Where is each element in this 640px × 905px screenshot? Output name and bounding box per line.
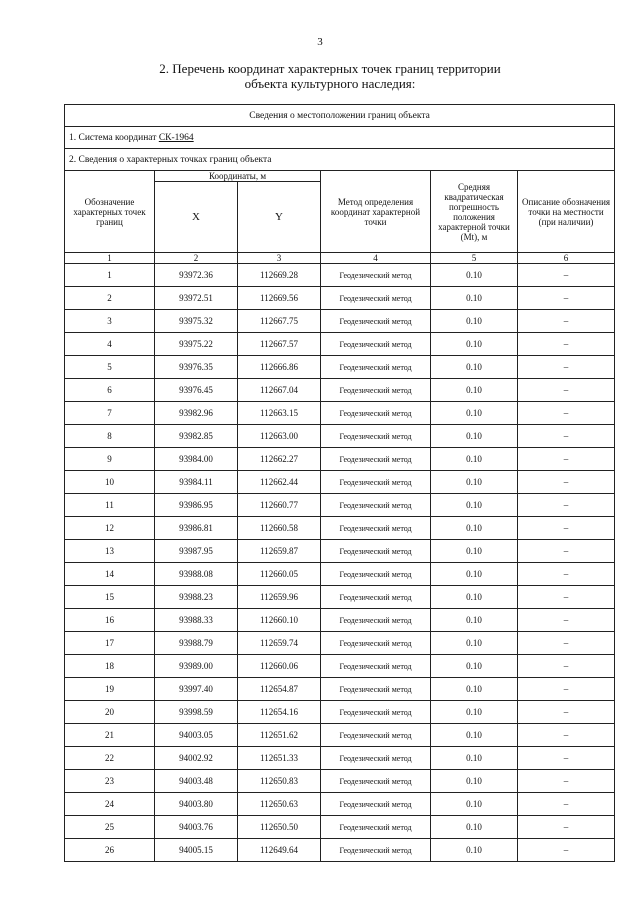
- error-value: 0.10: [431, 425, 518, 448]
- error-value: 0.10: [431, 333, 518, 356]
- method: Геодезический метод: [321, 586, 431, 609]
- header-point: Обозначение характерных точек границ: [65, 171, 155, 253]
- coord-x: 93987.95: [155, 540, 238, 563]
- method: Геодезический метод: [321, 471, 431, 494]
- point-number: 26: [65, 839, 155, 862]
- coordinate-system: [65, 127, 615, 149]
- coord-y: 112660.10: [238, 609, 321, 632]
- point-number: 9: [65, 448, 155, 471]
- table-row: [65, 770, 615, 793]
- method: Геодезический метод: [321, 816, 431, 839]
- error-value: 0.10: [431, 540, 518, 563]
- method: Геодезический метод: [321, 402, 431, 425]
- table-row: [65, 333, 615, 356]
- coord-x: 93986.95: [155, 494, 238, 517]
- error-value: 0.10: [431, 563, 518, 586]
- coord-x: 93998.59: [155, 701, 238, 724]
- table-row: [65, 540, 615, 563]
- coord-x: 93975.32: [155, 310, 238, 333]
- point-number: 1: [65, 264, 155, 287]
- error-value: 0.10: [431, 839, 518, 862]
- column-number: 3: [238, 253, 321, 264]
- point-number: 20: [65, 701, 155, 724]
- point-number: 23: [65, 770, 155, 793]
- description-value: –: [518, 586, 615, 609]
- point-number: 18: [65, 655, 155, 678]
- description-value: –: [518, 448, 615, 471]
- description-value: –: [518, 724, 615, 747]
- table-row: [65, 678, 615, 701]
- point-number: 2: [65, 287, 155, 310]
- coord-y: 112662.27: [238, 448, 321, 471]
- coord-x: 93984.11: [155, 471, 238, 494]
- coord-x: 94003.76: [155, 816, 238, 839]
- coord-y: 112663.00: [238, 425, 321, 448]
- coord-x: 93972.51: [155, 287, 238, 310]
- error-value: 0.10: [431, 632, 518, 655]
- description-value: –: [518, 494, 615, 517]
- column-number: 5: [431, 253, 518, 264]
- table-row: [65, 356, 615, 379]
- coordinate-system-value: СК-1964: [158, 132, 194, 143]
- error-value: 0.10: [431, 655, 518, 678]
- method: Геодезический метод: [321, 517, 431, 540]
- point-number: 11: [65, 494, 155, 517]
- table-row: [65, 609, 615, 632]
- coord-x: 93988.33: [155, 609, 238, 632]
- coord-y: 112649.64: [238, 839, 321, 862]
- table-row: [65, 816, 615, 839]
- coord-y: 112650.63: [238, 793, 321, 816]
- coord-y: 112667.75: [238, 310, 321, 333]
- method: Геодезический метод: [321, 839, 431, 862]
- column-number: 6: [518, 253, 615, 264]
- method: Геодезический метод: [321, 540, 431, 563]
- coord-y: 112659.96: [238, 586, 321, 609]
- point-number: 5: [65, 356, 155, 379]
- error-value: 0.10: [431, 494, 518, 517]
- point-number: 4: [65, 333, 155, 356]
- coord-y: 112654.87: [238, 678, 321, 701]
- table-row: [65, 402, 615, 425]
- coord-y: 112651.33: [238, 747, 321, 770]
- table-row: [65, 586, 615, 609]
- point-number: 8: [65, 425, 155, 448]
- point-number: 10: [65, 471, 155, 494]
- description-value: –: [518, 701, 615, 724]
- description-value: –: [518, 816, 615, 839]
- error-value: 0.10: [431, 747, 518, 770]
- table-row: [65, 793, 615, 816]
- coord-y: 112659.74: [238, 632, 321, 655]
- description-value: –: [518, 333, 615, 356]
- point-number: 14: [65, 563, 155, 586]
- point-number: 7: [65, 402, 155, 425]
- method: Геодезический метод: [321, 448, 431, 471]
- error-value: 0.10: [431, 356, 518, 379]
- coord-y: 112669.28: [238, 264, 321, 287]
- point-number: 22: [65, 747, 155, 770]
- coord-x: 94003.80: [155, 793, 238, 816]
- column-number: 2: [155, 253, 238, 264]
- point-number: 21: [65, 724, 155, 747]
- error-value: 0.10: [431, 471, 518, 494]
- coord-y: 112660.06: [238, 655, 321, 678]
- coord-y: 112659.87: [238, 540, 321, 563]
- header-y: Y: [238, 182, 321, 253]
- point-number: 15: [65, 586, 155, 609]
- coord-x: 94003.05: [155, 724, 238, 747]
- method: Геодезический метод: [321, 333, 431, 356]
- method: Геодезический метод: [321, 379, 431, 402]
- header-coords: Координаты, м: [155, 171, 321, 182]
- description-value: –: [518, 678, 615, 701]
- coord-y: 112660.77: [238, 494, 321, 517]
- table-row: [65, 839, 615, 862]
- description-value: –: [518, 471, 615, 494]
- method: Геодезический метод: [321, 494, 431, 517]
- column-number: 4: [321, 253, 431, 264]
- coord-x: 93975.22: [155, 333, 238, 356]
- description-value: –: [518, 839, 615, 862]
- table-row: [65, 379, 615, 402]
- description-value: –: [518, 356, 615, 379]
- header-description: Описание обозначения точки на местности (при наличии): [518, 171, 615, 253]
- method: Геодезический метод: [321, 287, 431, 310]
- page-number: 3: [317, 36, 323, 48]
- coord-y: 112663.15: [238, 402, 321, 425]
- method: Геодезический метод: [321, 747, 431, 770]
- coord-x: 93989.00: [155, 655, 238, 678]
- table-row: [65, 563, 615, 586]
- coord-x: 93972.36: [155, 264, 238, 287]
- column-number: 1: [65, 253, 155, 264]
- coord-y: 112651.62: [238, 724, 321, 747]
- table-row: [65, 747, 615, 770]
- table-row: [65, 517, 615, 540]
- method: Геодезический метод: [321, 655, 431, 678]
- point-number: 19: [65, 678, 155, 701]
- description-value: –: [518, 655, 615, 678]
- method: Геодезический метод: [321, 701, 431, 724]
- method: Геодезический метод: [321, 356, 431, 379]
- method: Геодезический метод: [321, 632, 431, 655]
- point-number: 17: [65, 632, 155, 655]
- method: Геодезический метод: [321, 425, 431, 448]
- point-number: 6: [65, 379, 155, 402]
- point-number: 13: [65, 540, 155, 563]
- error-value: 0.10: [431, 264, 518, 287]
- point-number: 25: [65, 816, 155, 839]
- coord-y: 112654.16: [238, 701, 321, 724]
- coord-y: 112669.56: [238, 287, 321, 310]
- point-number: 12: [65, 517, 155, 540]
- coord-y: 112660.05: [238, 563, 321, 586]
- table-row: [65, 310, 615, 333]
- section-caption: Сведения о местоположении границ объекта: [65, 105, 615, 127]
- method: Геодезический метод: [321, 724, 431, 747]
- coord-x: 93982.96: [155, 402, 238, 425]
- description-value: –: [518, 379, 615, 402]
- title-line-1: 2. Перечень координат характерных точек границ территории: [159, 61, 501, 76]
- error-value: 0.10: [431, 379, 518, 402]
- error-value: 0.10: [431, 816, 518, 839]
- table-row: [65, 632, 615, 655]
- point-number: 3: [65, 310, 155, 333]
- coord-x: 93988.08: [155, 563, 238, 586]
- description-value: –: [518, 770, 615, 793]
- coord-y: 112650.83: [238, 770, 321, 793]
- table-row: [65, 655, 615, 678]
- table-row: [65, 425, 615, 448]
- description-value: –: [518, 793, 615, 816]
- coord-x: 93984.00: [155, 448, 238, 471]
- coord-y: 112650.50: [238, 816, 321, 839]
- coord-y: 112667.04: [238, 379, 321, 402]
- description-value: –: [518, 632, 615, 655]
- table-row: [65, 287, 615, 310]
- points-caption: 2. Сведения о характерных точках границ объекта: [65, 149, 615, 171]
- error-value: 0.10: [431, 448, 518, 471]
- coord-x: 93986.81: [155, 517, 238, 540]
- table-row: [65, 701, 615, 724]
- table-row: [65, 494, 615, 517]
- method: Геодезический метод: [321, 563, 431, 586]
- method: Геодезический метод: [321, 609, 431, 632]
- title-line-2: объекта культурного наследия:: [244, 76, 416, 91]
- error-value: 0.10: [431, 770, 518, 793]
- error-value: 0.10: [431, 724, 518, 747]
- coord-x: 93976.45: [155, 379, 238, 402]
- coord-x: 93988.23: [155, 586, 238, 609]
- coord-y: 112660.58: [238, 517, 321, 540]
- error-value: 0.10: [431, 609, 518, 632]
- coord-x: 93982.85: [155, 425, 238, 448]
- error-value: 0.10: [431, 517, 518, 540]
- point-number: 24: [65, 793, 155, 816]
- coord-y: 112662.44: [238, 471, 321, 494]
- description-value: –: [518, 609, 615, 632]
- method: Геодезический метод: [321, 793, 431, 816]
- description-value: –: [518, 402, 615, 425]
- description-value: –: [518, 563, 615, 586]
- error-value: 0.10: [431, 701, 518, 724]
- header-error: Средняя квадратическая погрешность положения характерной точки (Mt), м: [431, 171, 518, 253]
- header-x: X: [155, 182, 238, 253]
- coord-y: 112666.86: [238, 356, 321, 379]
- error-value: 0.10: [431, 310, 518, 333]
- error-value: 0.10: [431, 793, 518, 816]
- description-value: –: [518, 747, 615, 770]
- coord-x: 93997.40: [155, 678, 238, 701]
- description-value: –: [518, 310, 615, 333]
- description-value: –: [518, 517, 615, 540]
- error-value: 0.10: [431, 402, 518, 425]
- coordinate-system-label: 1. Система координат: [69, 132, 159, 143]
- document-title: [80, 61, 580, 91]
- description-value: –: [518, 264, 615, 287]
- coord-x: 94005.15: [155, 839, 238, 862]
- table-row: [65, 448, 615, 471]
- coord-x: 93976.35: [155, 356, 238, 379]
- coord-y: 112667.57: [238, 333, 321, 356]
- coord-x: 93988.79: [155, 632, 238, 655]
- coord-x: 94002.92: [155, 747, 238, 770]
- error-value: 0.10: [431, 678, 518, 701]
- error-value: 0.10: [431, 586, 518, 609]
- description-value: –: [518, 540, 615, 563]
- method: Геодезический метод: [321, 264, 431, 287]
- description-value: –: [518, 425, 615, 448]
- coord-x: 94003.48: [155, 770, 238, 793]
- coordinates-table: [64, 104, 615, 862]
- header-method: Метод определения координат характерной точки: [321, 171, 431, 253]
- table-row: [65, 264, 615, 287]
- table-row: [65, 724, 615, 747]
- method: Геодезический метод: [321, 770, 431, 793]
- error-value: 0.10: [431, 287, 518, 310]
- method: Геодезический метод: [321, 678, 431, 701]
- table-row: [65, 471, 615, 494]
- point-number: 16: [65, 609, 155, 632]
- method: Геодезический метод: [321, 310, 431, 333]
- description-value: –: [518, 287, 615, 310]
